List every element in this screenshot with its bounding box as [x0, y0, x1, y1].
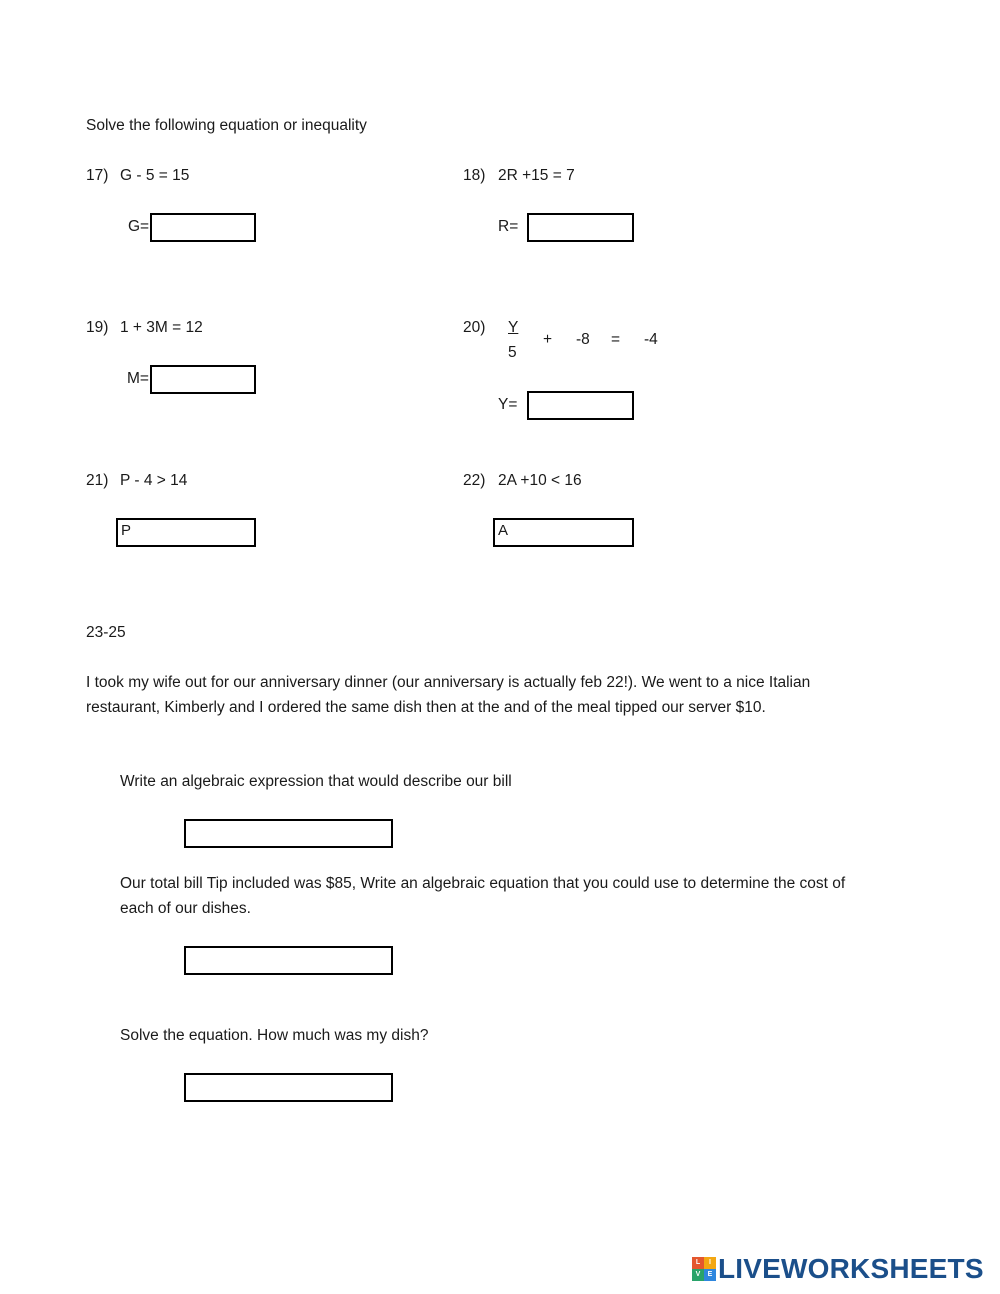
problem-21-answer-input[interactable]: P: [116, 518, 256, 547]
problem-20-denominator: 5: [508, 344, 517, 361]
problem-22-answer-input[interactable]: A: [493, 518, 634, 547]
question-25: Solve the equation. How much was my dish?: [120, 1027, 429, 1044]
problem-17-answer-label: G=: [128, 218, 150, 235]
problem-20-equals: =: [611, 331, 621, 348]
question-24-answer-input[interactable]: [184, 946, 393, 975]
instructions: Solve the following equation or inequality: [86, 117, 367, 134]
problem-18-number: 18): [463, 167, 486, 184]
story-line-1: I took my wife out for our anniversary dinner (our anniversary is actually feb 22!). We went to a nice Italian: [86, 674, 811, 691]
problem-20-plus: +: [543, 331, 553, 348]
problem-19-equation: 1 + 3M = 12: [120, 319, 203, 336]
problem-20-term: -8: [576, 331, 590, 348]
logo-mark-letter: I: [704, 1257, 716, 1269]
question-25-answer-input[interactable]: [184, 1073, 393, 1102]
logo-mark-letter: E: [704, 1269, 716, 1281]
question-24-line-1: Our total bill Tip included was $85, Write an algebraic equation that you could use to determine the cost of: [120, 875, 846, 892]
problem-20-numerator: Y: [508, 319, 519, 336]
problem-20-answer-input[interactable]: [527, 391, 634, 420]
liveworksheets-logo-icon: [692, 1257, 716, 1281]
problem-20-rhs: -4: [644, 331, 658, 348]
logo-mark-letter: V: [692, 1269, 704, 1281]
question-24-line-2: each of our dishes.: [120, 900, 251, 917]
problem-19-answer-label: M=: [127, 370, 149, 387]
story-line-2: restaurant, Kimberly and I ordered the same dish then at the and of the meal tipped our server $10.: [86, 699, 766, 716]
problem-21-number: 21): [86, 472, 109, 489]
word-problem-range: 23-25: [86, 624, 126, 641]
question-23: Write an algebraic expression that would describe our bill: [120, 773, 512, 790]
problem-20-number: 20): [463, 319, 486, 336]
problem-17-answer-input[interactable]: [150, 213, 256, 242]
logo-mark-letter: L: [692, 1257, 704, 1269]
problem-17-equation: G - 5 = 15: [120, 167, 190, 184]
problem-22-equation: 2A +10 < 16: [498, 472, 582, 489]
problem-18-answer-label: R=: [498, 218, 519, 235]
problem-19-number: 19): [86, 319, 109, 336]
problem-19-answer-input[interactable]: [150, 365, 256, 394]
problem-20-answer-label: Y=: [498, 396, 518, 413]
problem-18-equation: 2R +15 = 7: [498, 167, 575, 184]
question-23-answer-input[interactable]: [184, 819, 393, 848]
liveworksheets-logo: [692, 1254, 984, 1284]
logo-text: LIVEWORKSHEETS: [718, 1253, 984, 1284]
problem-21-equation: P - 4 > 14: [120, 472, 188, 489]
problem-17-number: 17): [86, 167, 109, 184]
problem-22-number: 22): [463, 472, 486, 489]
problem-18-answer-input[interactable]: [527, 213, 634, 242]
